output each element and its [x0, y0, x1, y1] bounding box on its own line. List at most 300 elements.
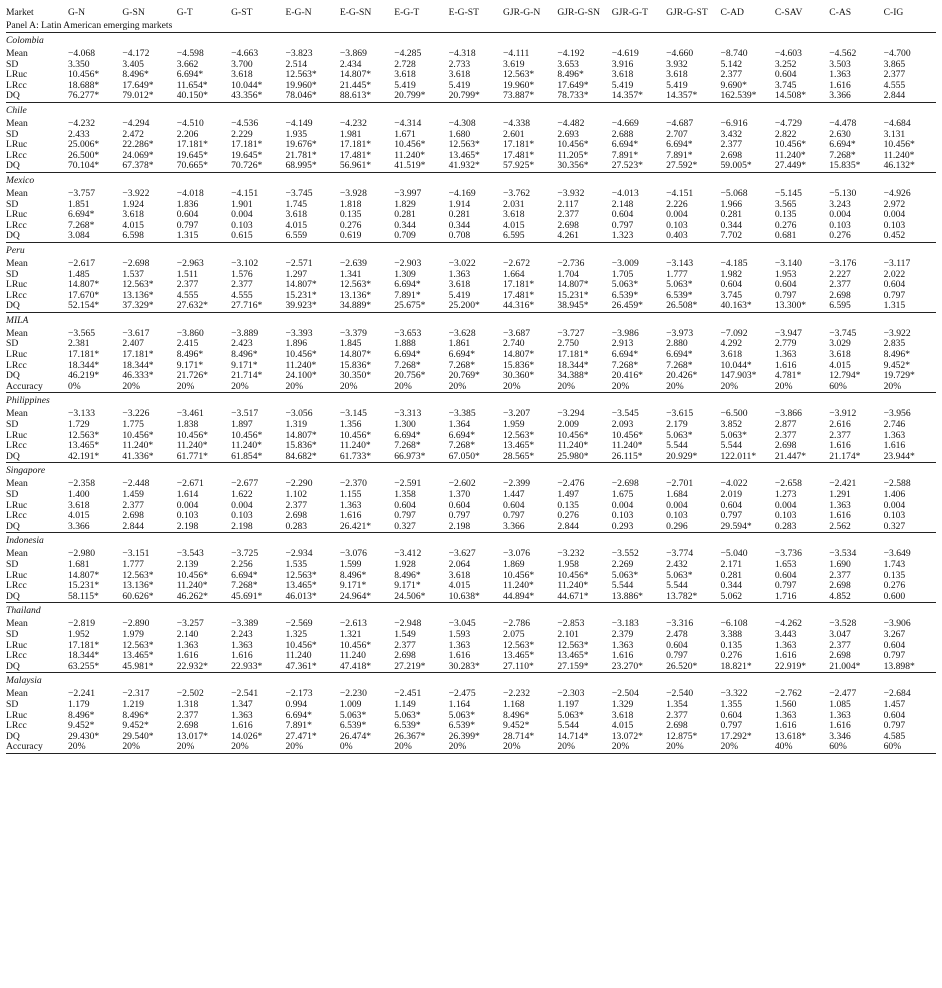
- table-cell: 37.329*: [122, 300, 154, 312]
- table-cell: 20.426*: [666, 370, 698, 382]
- table-cell: 11.240: [339, 650, 366, 662]
- table-cell: 17.181*: [339, 139, 372, 151]
- table-cell: 1.347: [231, 698, 253, 710]
- market-group-row: [6, 393, 936, 410]
- table-cell: −3.932: [557, 187, 585, 199]
- table-cell: −3.207: [503, 408, 530, 420]
- table-row: [6, 49, 936, 60]
- table-cell: 22.919*: [774, 660, 807, 672]
- table-cell: −3.649: [883, 548, 911, 560]
- table-cell: 27.523*: [611, 160, 643, 172]
- row-label: SD: [6, 198, 19, 210]
- table-cell: 19.645*: [176, 149, 208, 161]
- table-cell: −2.672: [503, 257, 530, 269]
- table-cell: 0.797: [394, 510, 416, 522]
- table-cell: 1.901: [231, 198, 253, 210]
- table-cell: 26.421*: [339, 520, 372, 532]
- table-cell: −2.762: [774, 688, 802, 700]
- table-cell: 5.419: [666, 79, 688, 91]
- table-cell: 9.452*: [122, 720, 149, 732]
- table-cell: 1.914: [448, 198, 471, 210]
- table-cell: 1.959: [503, 419, 525, 431]
- table-cell: 5.063*: [666, 429, 693, 441]
- table-cell: 3.618: [611, 69, 634, 81]
- table-cell: 0.797: [720, 720, 743, 732]
- table-cell: 46.132*: [883, 160, 915, 172]
- table-cell: 20%: [503, 380, 521, 392]
- table-cell: 3.618: [448, 69, 471, 81]
- table-cell: 30.356*: [557, 160, 589, 172]
- table-cell: −3.860: [176, 327, 204, 339]
- table-cell: 0.004: [883, 499, 906, 511]
- table-cell: −3.232: [557, 548, 585, 560]
- table-cell: −2.684: [883, 688, 911, 700]
- table-cell: 0.103: [231, 510, 253, 522]
- table-cell: 0.103: [883, 219, 906, 231]
- table-cell: 6.539*: [448, 720, 476, 732]
- row-label: SD: [6, 58, 19, 70]
- table-cell: 20.769*: [448, 370, 480, 382]
- table-cell: −3.183: [611, 618, 639, 630]
- table-cell: 2.377: [394, 639, 416, 651]
- table-cell: 0.281: [720, 569, 743, 581]
- row-label: SD: [6, 419, 19, 431]
- table-cell: 1.325: [285, 628, 308, 640]
- table-cell: 2.101: [557, 628, 579, 640]
- table-cell: 5.063*: [339, 709, 367, 721]
- table-cell: 1.363: [829, 69, 851, 81]
- table-cell: 2.698: [557, 219, 579, 231]
- table-cell: 1.829: [394, 198, 416, 210]
- table-cell: −3.774: [666, 548, 694, 560]
- table-cell: 1.329: [611, 698, 634, 710]
- table-cell: 21.174*: [829, 450, 861, 462]
- table-cell: −3.151: [122, 548, 150, 560]
- table-cell: 0.994: [285, 698, 308, 710]
- table-cell: 15.836*: [285, 440, 317, 452]
- table-row: [6, 409, 936, 420]
- header-cell: GJR-G-T: [611, 7, 648, 18]
- table-cell: 0.604: [448, 499, 471, 511]
- header-cell: G-N: [68, 7, 86, 18]
- table-cell: 1.897: [231, 419, 253, 431]
- table-cell: 5.063*: [557, 709, 584, 721]
- table-cell: 1.535: [285, 558, 308, 570]
- table-row: [6, 210, 936, 221]
- table-cell: 2.844: [883, 90, 906, 102]
- table-cell: 20%: [664, 742, 718, 753]
- table-cell: 2.630: [829, 128, 851, 140]
- table-cell: 3.619: [503, 58, 525, 70]
- table-cell: 3.565: [774, 198, 797, 210]
- table-cell: 10.456*: [339, 429, 372, 441]
- table-cell: 3.700: [231, 58, 253, 70]
- table-cell: 22.933*: [231, 660, 263, 672]
- table-cell: 3.388: [720, 628, 743, 640]
- table-cell: 7.268*: [448, 440, 476, 452]
- table-cell: 20%: [394, 380, 412, 392]
- table-cell: 1.511: [176, 268, 198, 280]
- table-cell: 3.432: [720, 128, 743, 140]
- table-cell: 0.604: [774, 279, 797, 291]
- table-cell: 2.064: [448, 558, 471, 570]
- table-cell: 6.595: [503, 230, 525, 242]
- table-cell: 3.618: [122, 209, 144, 221]
- table-cell: 6.694*: [448, 429, 476, 441]
- table-cell: 2.377: [122, 499, 144, 511]
- table-cell: 0.293: [611, 520, 634, 532]
- market-group-row: [6, 172, 936, 189]
- table-cell: 25.980*: [557, 450, 589, 462]
- table-cell: 47.418*: [339, 660, 372, 672]
- table-cell: 18.344*: [557, 359, 589, 371]
- header-cell: C-SAV: [774, 7, 803, 18]
- table-cell: −3.627: [448, 548, 476, 560]
- table-cell: 1.851: [68, 198, 90, 210]
- table-cell: 20%: [557, 380, 575, 392]
- table-cell: 2.377: [666, 709, 688, 721]
- table-cell: 0.604: [394, 499, 416, 511]
- table-cell: −3.076: [339, 548, 367, 560]
- table-cell: 1.690: [829, 558, 851, 570]
- table-cell: 1.291: [829, 489, 851, 500]
- table-cell: 26.115*: [611, 450, 643, 462]
- table-cell: −3.257: [176, 618, 204, 630]
- table-cell: 11.240*: [557, 440, 589, 452]
- table-cell: 12.794*: [829, 370, 861, 382]
- table-cell: 17.181*: [122, 349, 154, 361]
- table-cell: 2.377: [774, 429, 797, 441]
- header-cell: G-T: [176, 7, 193, 18]
- market-group-row: [6, 242, 936, 259]
- table-cell: 2.693: [557, 128, 579, 140]
- table-cell: 14.807*: [339, 69, 372, 81]
- table-cell: 1.958: [557, 558, 579, 570]
- table-row: [6, 221, 936, 232]
- table-cell: 0.135: [883, 569, 906, 581]
- table-cell: 8.496*: [176, 349, 204, 361]
- table-cell: 12.563*: [122, 639, 154, 651]
- row-label: DQ: [6, 300, 20, 312]
- table-cell: 46.333*: [122, 370, 154, 382]
- table-cell: 14.807*: [557, 279, 589, 291]
- table-cell: 60%: [827, 742, 881, 753]
- table-cell: 1.363: [883, 429, 906, 441]
- row-label: Mean: [6, 618, 28, 630]
- table-cell: 0.276: [883, 580, 906, 592]
- table-row: [6, 511, 936, 522]
- table-cell: 5.063*: [394, 709, 421, 721]
- table-cell: 20%: [555, 742, 609, 753]
- table-cell: 0.135: [774, 209, 797, 221]
- table-cell: 9.171*: [176, 359, 204, 371]
- table-cell: 2.227: [829, 268, 851, 280]
- table-cell: 43.356*: [231, 90, 263, 102]
- table-cell: 9.452*: [503, 720, 530, 732]
- table-cell: 60%: [829, 380, 847, 392]
- table-cell: 4.015: [285, 219, 308, 231]
- table-cell: 1.616: [448, 650, 471, 662]
- table-cell: 44.894*: [503, 590, 535, 602]
- table-cell: 2.377: [829, 429, 851, 441]
- table-cell: 0.135: [720, 639, 743, 651]
- table-cell: 0.615: [231, 230, 253, 242]
- table-cell: 0.103: [666, 219, 688, 231]
- table-cell: −4.232: [68, 117, 95, 129]
- table-cell: 2.379: [611, 628, 634, 640]
- table-cell: 1.982: [720, 268, 743, 280]
- table-cell: 12.563*: [285, 569, 317, 581]
- table-cell: 45.691*: [231, 590, 263, 602]
- header-cell: C-AS: [829, 7, 852, 18]
- table-cell: 6.694*: [829, 139, 856, 151]
- table-cell: 20%: [447, 742, 501, 753]
- table-cell: 2.377: [557, 209, 579, 221]
- table-cell: 6.559: [285, 230, 308, 242]
- row-label: SD: [6, 558, 19, 570]
- row-label: LRuc: [6, 569, 28, 581]
- table-cell: −3.145: [339, 408, 367, 420]
- table-cell: 0.681: [774, 230, 797, 242]
- table-cell: 26.474*: [339, 730, 372, 742]
- table-cell: 162.539*: [720, 90, 757, 102]
- table-cell: 2.148: [611, 198, 634, 210]
- table-cell: 0%: [68, 380, 81, 392]
- table-cell: 6.694*: [666, 139, 693, 151]
- table-cell: −3.022: [448, 257, 476, 269]
- table-cell: 0.709: [394, 230, 416, 242]
- table-cell: 0.797: [666, 650, 688, 662]
- table-cell: 2.616: [829, 419, 851, 431]
- table-cell: 15.231*: [285, 289, 317, 301]
- table-cell: 1.179: [68, 698, 90, 710]
- table-cell: 0.004: [774, 499, 797, 511]
- header-cell: E-G-ST: [448, 7, 479, 18]
- table-cell: 17.181*: [503, 139, 535, 151]
- table-cell: 3.366: [503, 520, 525, 532]
- table-cell: 3.405: [122, 58, 144, 70]
- table-cell: 17.670*: [68, 289, 100, 301]
- table-cell: 2.472: [122, 128, 144, 140]
- table-cell: 41.519*: [394, 160, 426, 172]
- table-cell: 1.009: [339, 698, 362, 710]
- table-cell: 0.797: [883, 720, 906, 732]
- table-cell: 17.481*: [503, 289, 535, 301]
- table-row: [6, 200, 936, 211]
- table-cell: 147.903*: [720, 370, 757, 382]
- table-cell: −3.745: [285, 187, 313, 199]
- table-cell: 3.618: [394, 69, 416, 81]
- table-cell: −2.451: [394, 688, 422, 700]
- table-cell: −2.736: [557, 257, 585, 269]
- table-cell: 13.886*: [611, 590, 643, 602]
- table-cell: −4.536: [231, 117, 259, 129]
- table-cell: 4.852: [829, 590, 851, 602]
- table-cell: 67.050*: [448, 450, 480, 462]
- table-cell: 0.797: [774, 580, 797, 592]
- table-cell: 30.350*: [339, 370, 372, 382]
- table-cell: 8.496*: [231, 349, 258, 361]
- table-cell: 1.273: [774, 489, 797, 500]
- table-cell: 20%: [120, 742, 174, 753]
- table-cell: 9.171*: [231, 359, 258, 371]
- table-cell: −3.757: [68, 187, 95, 199]
- table-cell: 2.171: [720, 558, 743, 570]
- table-cell: −3.009: [611, 257, 639, 269]
- table-cell: 1.616: [883, 440, 906, 452]
- table-cell: 0.797: [883, 650, 906, 662]
- table-cell: −2.602: [448, 478, 476, 490]
- table-cell: 2.117: [557, 198, 579, 210]
- table-cell: 14.807*: [285, 429, 317, 441]
- table-cell: 12.563*: [122, 279, 154, 291]
- table-cell: 6.694*: [394, 349, 421, 361]
- table-cell: −8.740: [720, 48, 748, 59]
- table-row: [6, 592, 936, 603]
- table-cell: 58.115*: [68, 590, 99, 602]
- table-cell: 17.181*: [68, 639, 100, 651]
- table-cell: 1.363: [774, 639, 797, 651]
- row-label: LRcc: [6, 440, 27, 452]
- table-cell: 12.563*: [122, 569, 154, 581]
- table-cell: 41.336*: [122, 450, 154, 462]
- table-cell: 1.358: [394, 489, 416, 500]
- table-cell: 9.171*: [339, 580, 367, 592]
- market-group-row: [6, 463, 936, 480]
- table-cell: 1.861: [448, 338, 471, 350]
- table-cell: −4.687: [666, 117, 694, 129]
- table-cell: 8.496*: [557, 69, 584, 81]
- table-cell: 14.508*: [774, 90, 807, 102]
- table-cell: 0.604: [720, 279, 743, 291]
- table-cell: 2.226: [666, 198, 688, 210]
- table-cell: 5.063*: [666, 569, 693, 581]
- table-cell: −7.092: [720, 327, 748, 339]
- table-cell: 1.845: [339, 338, 362, 350]
- table-cell: 1.675: [611, 489, 634, 500]
- table-cell: −6.500: [720, 408, 748, 420]
- table-cell: 0.797: [176, 219, 199, 231]
- table-cell: 3.618: [720, 349, 743, 361]
- table-cell: 6.595: [829, 300, 851, 312]
- market-name: Singapore: [6, 463, 936, 480]
- table-cell: 27.716*: [231, 300, 263, 312]
- table-cell: 2.433: [68, 128, 90, 140]
- market-group-row: [6, 673, 936, 690]
- table-cell: 2.478: [666, 628, 688, 640]
- table-cell: 13.136*: [339, 289, 372, 301]
- table-cell: −3.117: [883, 257, 911, 269]
- table-cell: 1.315: [176, 230, 199, 242]
- table-cell: 27.159*: [557, 660, 589, 672]
- table-cell: 12.563*: [557, 639, 589, 651]
- table-cell: 2.256: [231, 558, 253, 570]
- table-cell: 15.835*: [829, 160, 861, 172]
- table-cell: 0.604: [503, 499, 525, 511]
- table-cell: −2.591: [394, 478, 422, 490]
- header-cell: GJR-G-SN: [557, 7, 601, 18]
- table-cell: 1.309: [394, 268, 416, 280]
- table-cell: −3.866: [774, 408, 802, 420]
- table-cell: −3.928: [339, 187, 367, 199]
- table-cell: 22.932*: [176, 660, 208, 672]
- table-cell: −5.068: [720, 187, 748, 199]
- table-cell: 4.015: [68, 510, 90, 522]
- table-cell: 2.698: [394, 650, 416, 662]
- header-cell: C-AD: [720, 7, 744, 18]
- table-cell: 7.268*: [231, 580, 258, 592]
- table-cell: 1.599: [339, 558, 362, 570]
- table-cell: 0.004: [176, 499, 199, 511]
- table-cell: 20.929*: [666, 450, 698, 462]
- table-cell: 2.877: [774, 419, 797, 431]
- table-cell: 1.935: [285, 128, 308, 140]
- table-cell: −3.385: [448, 408, 476, 420]
- table-cell: 20%: [66, 742, 120, 753]
- row-label: SD: [6, 489, 19, 500]
- table-cell: 21.781*: [285, 149, 317, 161]
- table-cell: 2.733: [448, 58, 471, 70]
- table-cell: 0.103: [611, 510, 634, 522]
- table-cell: 1.743: [883, 558, 906, 570]
- table-cell: 13.465*: [503, 650, 535, 662]
- table-cell: 0.276: [339, 219, 362, 231]
- table-cell: 0.604: [666, 639, 688, 651]
- table-cell: 42.191*: [68, 450, 100, 462]
- table-cell: −3.745: [829, 327, 857, 339]
- table-cell: 17.181*: [557, 349, 589, 361]
- table-cell: 70.104*: [68, 160, 100, 172]
- table-cell: −3.727: [557, 327, 585, 339]
- table-cell: 6.694*: [666, 349, 693, 361]
- table-cell: 3.350: [68, 58, 90, 70]
- table-cell: 6.694*: [285, 709, 312, 721]
- table-cell: −5.130: [829, 187, 857, 199]
- table-cell: 0.344: [394, 219, 416, 231]
- table-cell: 0.281: [448, 209, 471, 221]
- table-cell: 13.465*: [68, 440, 100, 452]
- table-cell: 8.496*: [394, 569, 421, 581]
- table-cell: 1.616: [231, 720, 253, 732]
- table-cell: −3.143: [666, 257, 694, 269]
- table-cell: 30.283*: [448, 660, 480, 672]
- table-cell: 5.544: [666, 580, 688, 592]
- table-cell: 0.296: [666, 520, 688, 532]
- table-cell: −2.934: [285, 548, 313, 560]
- table-cell: 0.004: [231, 209, 253, 221]
- table-cell: −2.569: [285, 618, 313, 630]
- table-cell: 10.456*: [611, 429, 643, 441]
- table-cell: 1.622: [231, 489, 253, 500]
- table-cell: 0.604: [611, 209, 634, 221]
- table-cell: −4.478: [829, 117, 857, 129]
- table-cell: 29.430*: [68, 730, 100, 742]
- table-cell: 14.357*: [666, 90, 698, 102]
- table-cell: 9.690*: [720, 79, 747, 91]
- table-row: [6, 259, 936, 270]
- table-cell: 20%: [122, 380, 140, 392]
- table-cell: −4.262: [774, 618, 802, 630]
- table-cell: −2.903: [394, 257, 422, 269]
- table-cell: 6.694*: [68, 209, 95, 221]
- table-cell: 0.604: [774, 569, 797, 581]
- table-cell: −3.956: [883, 408, 911, 420]
- table-cell: −4.700: [883, 48, 911, 59]
- table-cell: −3.461: [176, 408, 204, 420]
- table-cell: 17.481*: [503, 149, 535, 161]
- table-cell: −3.565: [68, 327, 95, 339]
- table-cell: −3.869: [339, 48, 367, 59]
